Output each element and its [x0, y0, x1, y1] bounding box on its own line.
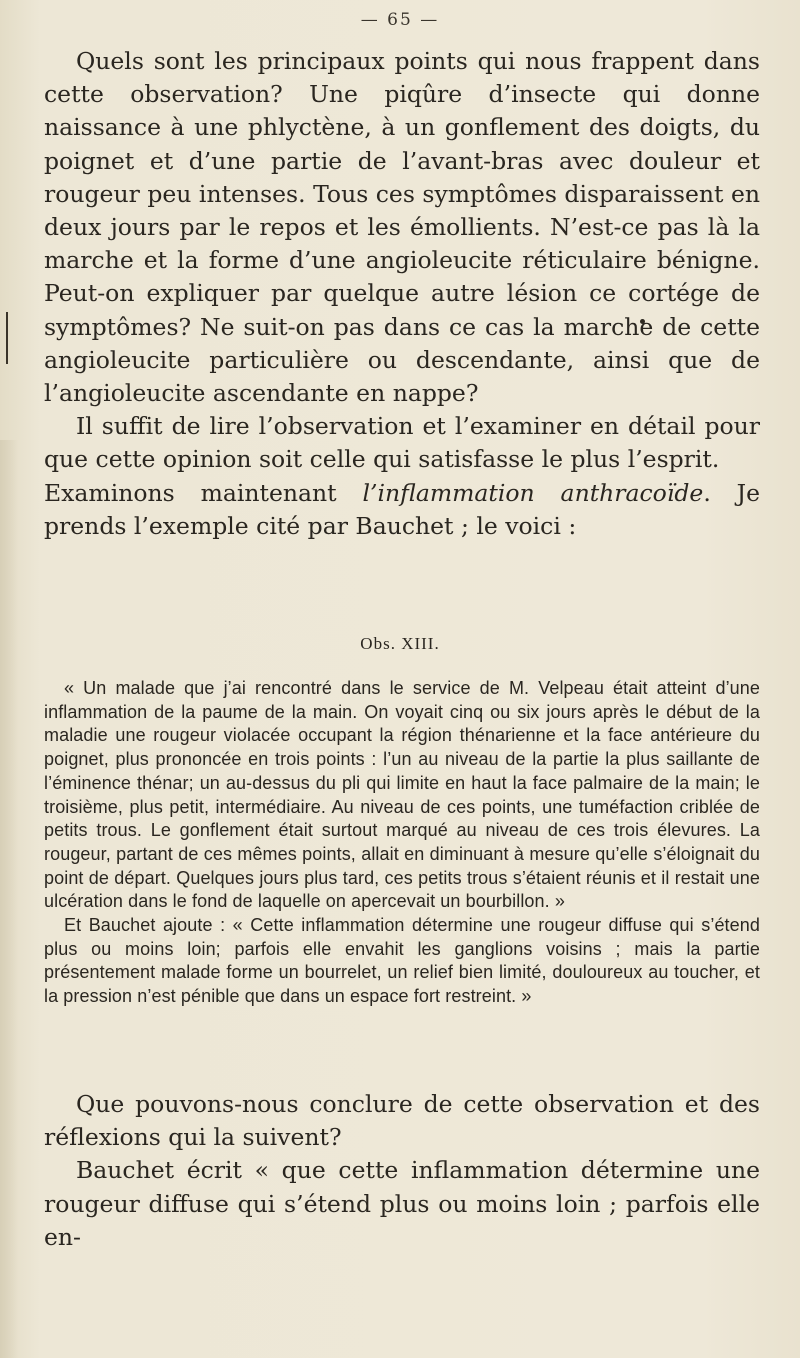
paragraph-1: Quels sont les principaux points qui nous frappent dans cette observation? Une piqûre d’insecte qui donne naissance à une phlyctène, à un gonflement des doigts, du poignet et d’une partie de l’avant-bras avec douleur et rougeur peu intenses. Tous ces symptômes disparaissent en deux jours par le repos et les émollients. N’est-ce pas là la marche et la forme d’une angioleucite réticulaire bénigne. Peut-on expliquer par quelque autre lésion ce cortége de symptômes? Ne suit-on pas dans ce cas la marche de cette angioleucite particulière ou descendante, ainsi que de l’angioleucite ascendante en nappe? [44, 47, 760, 408]
paragraph-3 [44, 477, 760, 543]
page-gutter-shadow [0, 440, 18, 1358]
quote-paragraph-2: Et Bauchet ajoute : « Cette inflammation détermine une rougeur diffuse qui s’étend plus ou moins loin; parfois elle envahit les ganglions voisins ; mais la partie présentement malade forme un bourrelet, un relief bien limité, douloureux au toucher, et la pression n’est pénible que dans un espace fort restreint. » [44, 915, 760, 1007]
paragraph-4: Que pouvons-nous conclure de cette observation et des réflexions qui la suivent? [44, 1090, 760, 1152]
quote-paragraph-1: « Un malade que j’ai rencontré dans le service de M. Velpeau était atteint d’une inflammation de la paume de la main. On voyait cinq ou six jours après le début de la maladie une rougeur violacée occupant la région thénarienne et la face antérieure du poignet, plus prononcée en trois points : l’un au niveau de la partie la plus saillante de l’éminence thénar; un au-dessus du pli qui limite en haut la face palmaire de la main; le troisième, plus petit, intermédiaire. Au niveau de ces points, une tuméfaction criblée de petits trous. Le gonflement était surtout marqué au niveau de ces trois élevures. La rougeur, partant de ces mêmes points, allait en diminuant à mesure qu’elle s’éloignait du point de départ. Quelques jours plus tard, ces petits trous s’étaient réunis et il restait une ulcération dans le fond de laquelle on apercevait un bourbillon. » [44, 678, 760, 912]
paragraph-3-end: . Je prends l’exemple cité par Bauchet ; le voici : [44, 478, 761, 540]
body-text-bottom [44, 1088, 760, 1254]
body-text-top [44, 45, 760, 543]
observation-heading: Obs. XIII. [360, 634, 440, 653]
paragraph-5: Bauchet écrit « que cette inflammation détermine une rougeur diffuse qui s’étend plus ou moins loin ; parfois elle en- [44, 1156, 760, 1251]
paragraph-2: Il suffit de lire l’observation et l’examiner en détail pour que cette opinion soit celle qui satisfasse le plus l’esprit. [44, 412, 760, 474]
paragraph-3-italic: l’inflammation anthracoïde [362, 478, 704, 507]
page-number: — 65 — [360, 10, 440, 30]
paragraph-3-start: Examinons maintenant [44, 478, 363, 507]
margin-mark [6, 312, 8, 364]
quoted-observation [44, 677, 760, 1009]
